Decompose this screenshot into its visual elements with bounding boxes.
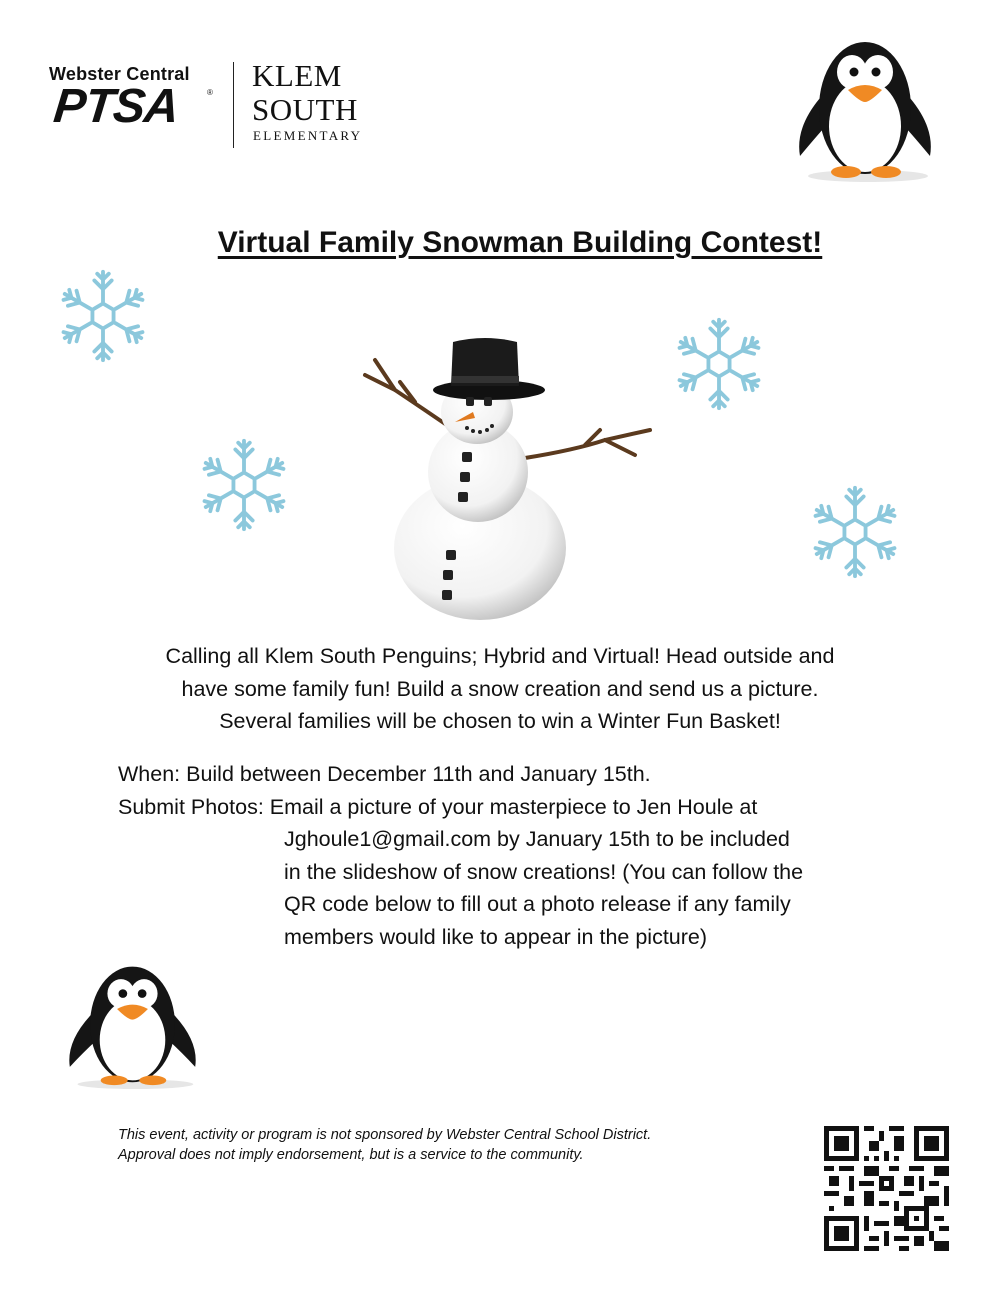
- page-title: Virtual Family Snowman Building Contest!: [217, 226, 823, 259]
- disclaimer-line: This event, activity or program is not sponsored by Webster Central School District.: [118, 1127, 652, 1143]
- submit-line: Submit Photos: Email a picture of your masterpiece to Jen Houle at: [118, 794, 758, 819]
- event-details: [118, 758, 803, 953]
- submit-continuation: members would like to appear in the picture): [284, 924, 708, 949]
- logo-ptsa: PTSA: [51, 80, 181, 133]
- intro-line: Several families will be chosen to win a Winter Fun Basket!: [219, 709, 781, 733]
- qr-code[interactable]: [824, 1126, 949, 1251]
- submit-continuation: QR code below to fill out a photo release if any family: [284, 892, 791, 916]
- snowflake-icon: [55, 268, 151, 364]
- intro-paragraph: [100, 640, 900, 738]
- intro-line: have some family fun! Build a snow creation and send us a picture.: [181, 676, 819, 701]
- snowflake-icon: [807, 484, 903, 580]
- snowflake-icon: [196, 437, 292, 533]
- snowman-illustration: [345, 330, 675, 620]
- logo-elementary: ELEMENTARY: [253, 128, 363, 143]
- disclaimer-line: Approval does not imply endorsement, but is a service to the community.: [118, 1147, 584, 1163]
- submit-continuation: Jghoule1@gmail.com by January 15th to be included: [284, 827, 790, 851]
- intro-line: Calling all Klem South Penguins; Hybrid and Virtual! Head outside and: [165, 644, 835, 668]
- logo-webster-central: Webster Central: [49, 64, 190, 84]
- penguin-icon: [790, 28, 940, 183]
- logo-registered-mark: ®: [207, 88, 213, 97]
- submit-continuation: in the slideshow of snow creations! (You can follow the: [284, 859, 804, 884]
- logo-divider: [233, 62, 234, 148]
- logo-klem: KLEM: [252, 58, 342, 93]
- penguin-icon: [60, 955, 205, 1090]
- disclaimer: [118, 1125, 651, 1165]
- logo-south: SOUTH: [252, 92, 358, 127]
- when-line: When: Build between December 11th and January 15th.: [118, 762, 651, 786]
- snowflake-icon: [671, 316, 767, 412]
